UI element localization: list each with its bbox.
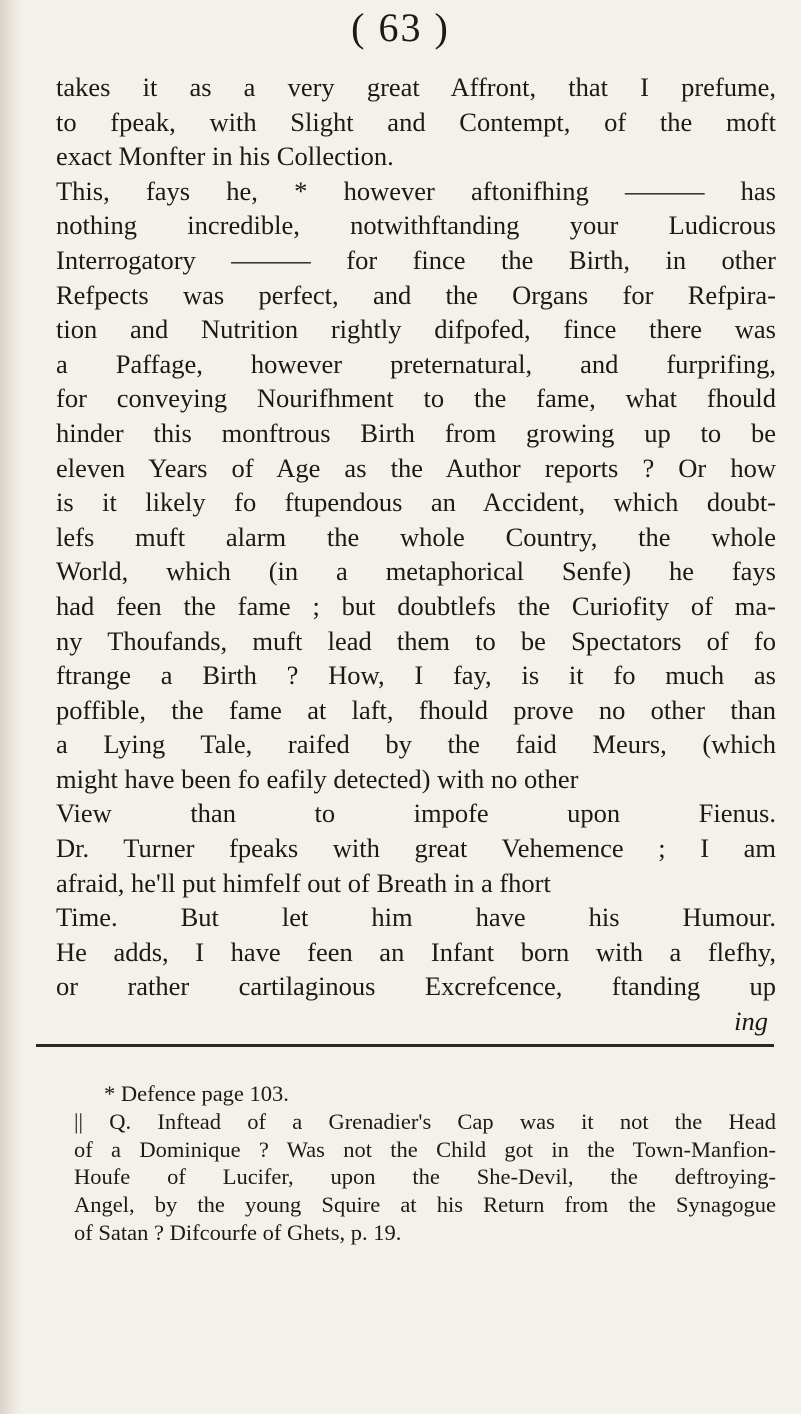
- catchword: ing: [734, 1006, 768, 1037]
- footnote-line: || Q. Inftead of a Grenadier's Cap was it not the Head: [74, 1108, 776, 1134]
- text-line: This, fays he, * however aftonifhing ——— has: [56, 175, 776, 206]
- text-line: might have been fo eafily detected) with no other: [56, 763, 579, 794]
- text-line: lefs muft alarm the whole Country, the whole: [56, 521, 776, 552]
- text-line: World, which (in a metaphorical Senfe) he fays: [56, 556, 776, 587]
- text-line: He adds, I have feen an Infant born with a flefhy,: [56, 936, 776, 967]
- page-number: ( 63 ): [351, 5, 450, 50]
- text-line: a Paffage, however preternatural, and furprifing,: [56, 348, 776, 379]
- text-line: Refpects was perfect, and the Organs for Refpira-: [56, 279, 776, 310]
- page-gutter-shadow: [0, 0, 22, 1414]
- footnotes: [74, 1080, 776, 1247]
- text-line: for conveying Nourifhment to the fame, what fhould: [56, 383, 776, 414]
- footnote-line: of Satan ? Difcourfe of Ghets, p. 19.: [74, 1219, 402, 1245]
- text-line: ny Thoufands, muft lead them to be Spectators of fo: [56, 625, 776, 656]
- text-line: is it likely fo ftupendous an Accident, which doubt-: [56, 487, 776, 518]
- text-line: exact Monfter in his Collection.: [56, 141, 394, 172]
- text-line: poffible, the fame at laft, fhould prove no other than: [56, 694, 776, 725]
- text-line: afraid, he'll put himfelf out of Breath in a fhort: [56, 867, 551, 898]
- text-line: ftrange a Birth ? How, I fay, is it fo much as: [56, 660, 776, 691]
- text-line: eleven Years of Age as the Author reports ? Or how: [56, 452, 776, 483]
- footnote-line: Houfe of Lucifer, upon the She-Devil, the deftroying-: [74, 1164, 776, 1190]
- text-line: hinder this monftrous Birth from growing up to be: [56, 417, 776, 448]
- footnote-rule: [36, 1044, 774, 1047]
- text-line: had feen the fame ; but doubtlefs the Curiofity of ma-: [56, 590, 776, 621]
- text-line: View than to impofe upon Fienus.: [56, 798, 776, 829]
- text-line: tion and Nutrition rightly difpofed, fince there was: [56, 314, 776, 345]
- text-line: a Lying Tale, raifed by the faid Meurs, (which: [56, 729, 776, 760]
- text-line: Dr. Turner fpeaks with great Vehemence ; I am: [56, 833, 776, 864]
- text-line: nothing incredible, notwithftanding your Ludicrous: [56, 210, 776, 241]
- footnote-line: Angel, by the young Squire at his Return from the Synagogue: [74, 1192, 776, 1218]
- text-line: to fpeak, with Slight and Contempt, of the moft: [56, 106, 776, 137]
- text-line: Time. But let him have his Humour.: [56, 902, 776, 933]
- text-line: Interrogatory ——— for fince the Birth, in other: [56, 244, 776, 275]
- footnote-line: * Defence page 103.: [104, 1081, 289, 1106]
- footnote-line: of a Dominique ? Was not the Child got in the Town-Manfion-: [74, 1136, 776, 1162]
- text-line: or rather cartilaginous Excrefcence, ftanding up: [56, 971, 776, 1002]
- text-line: takes it as a very great Affront, that I prefume,: [56, 72, 776, 102]
- main-text: [56, 70, 776, 1039]
